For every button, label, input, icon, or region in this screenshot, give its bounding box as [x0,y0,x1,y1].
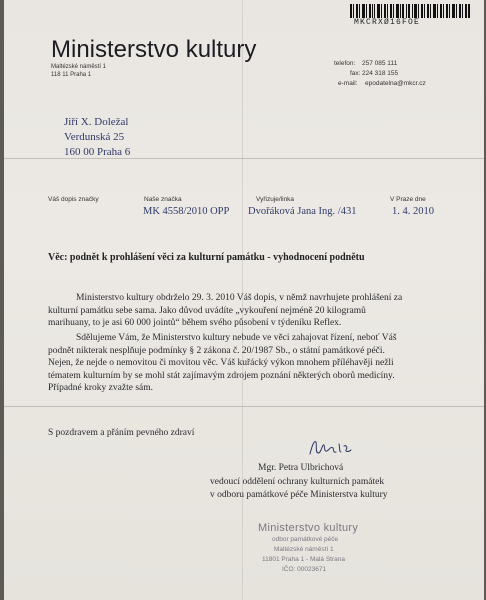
barcode-code: MKCRXØ16FOE [354,18,421,27]
stamp-line: IČO: 00023671 [282,566,327,573]
date-value: 1. 4. 2010 [392,206,434,217]
signatory-name: Mgr. Petra Ulbrichová [258,463,344,473]
ministry-address-street: Maltézské náměstí 1 [51,64,107,70]
body-text: marihuany, to je asi 60 000 jointů“ během svého působení v týdeníku Reflex. [48,318,342,328]
body-paragraph-1 [48,292,446,330]
body-text: podnět nikterak nesplňuje podmínky § 2 zákona č. 20/1987 Sb., o státní památkové péči. [48,345,385,356]
closing-greeting: S pozdravem a přáním pevného zdraví [48,428,195,438]
subject-line: Věc: podnět k prohlášení věci za kulturní památku - vyhodnocení podnětu [48,252,365,263]
email-label: e-mail: [338,80,358,87]
stamp-line: Maltézské náměstí 1 [274,546,334,553]
recipient-street: Verdunská 25 [64,131,125,143]
fold-line [4,158,484,159]
signatory-role-2: v odboru památkové péče Ministerstva kultury [210,490,388,500]
stamp-line: odbor památkové péče [272,536,339,543]
body-text: Případné kroky zvažte sám. [48,383,153,393]
stamp-line: 11801 Praha 1 - Malá Strana [262,556,345,563]
date-label: V Praze dne [390,196,426,203]
tel-value: 257 085 111 [362,60,398,67]
signatory-role-1: vedoucí oddělení ochrany kulturních památek [210,477,385,487]
body-text: Sdělujeme Vám, že Ministerstvo kultury nebude ve věci zahajovat řízení, neboť Váš [76,333,397,343]
our-ref-value: MK 4558/2010 OPP [143,206,230,217]
email-value: epodatelna@mkcr.cz [365,80,426,87]
body-text: tématem kulturním by se mohl stát zajímavým zdrojem poznání některých oborů medicíny. [48,370,395,381]
handwritten-signature [306,436,362,458]
letter-page [4,0,484,600]
fax-label: fax: [350,70,361,77]
recipient-name: Jiří X. Doležal [64,116,129,128]
official-stamp [258,522,378,594]
stamp-title: Ministerstvo kultury [258,522,359,534]
handled-by-value: Dvořáková Jana Ing. /431 [248,206,357,217]
fax-value: 224 318 155 [362,70,399,77]
ministry-title: Ministerstvo kultury [51,36,257,63]
barcode [350,4,470,18]
handled-by-label: Vyřizuje/linka [256,196,295,203]
body-text: Nejen, že nejde o nemovitou či movitou věc. Váš kuřácký výkon mnohem příléhavěji nežli [48,358,394,368]
recipient-city: 160 00 Praha 6 [64,146,131,158]
body-text: Ministerstvo kultury obdrželo 29. 3. 2010 Váš dopis, v němž navrhujete prohlášení za [76,293,403,303]
your-ref-label: Váš dopis značky [48,196,99,203]
fold-line [4,406,484,407]
body-text: kulturní památku sebe sama. Jako důvod uvádíte „vykouření nejméně 20 kilogramů [48,305,366,316]
tel-label: telefon: [334,60,356,67]
our-ref-label: Naše značka [144,196,182,203]
body-paragraph-2 [48,332,446,395]
ministry-address-city: 118 11 Praha 1 [51,72,92,78]
